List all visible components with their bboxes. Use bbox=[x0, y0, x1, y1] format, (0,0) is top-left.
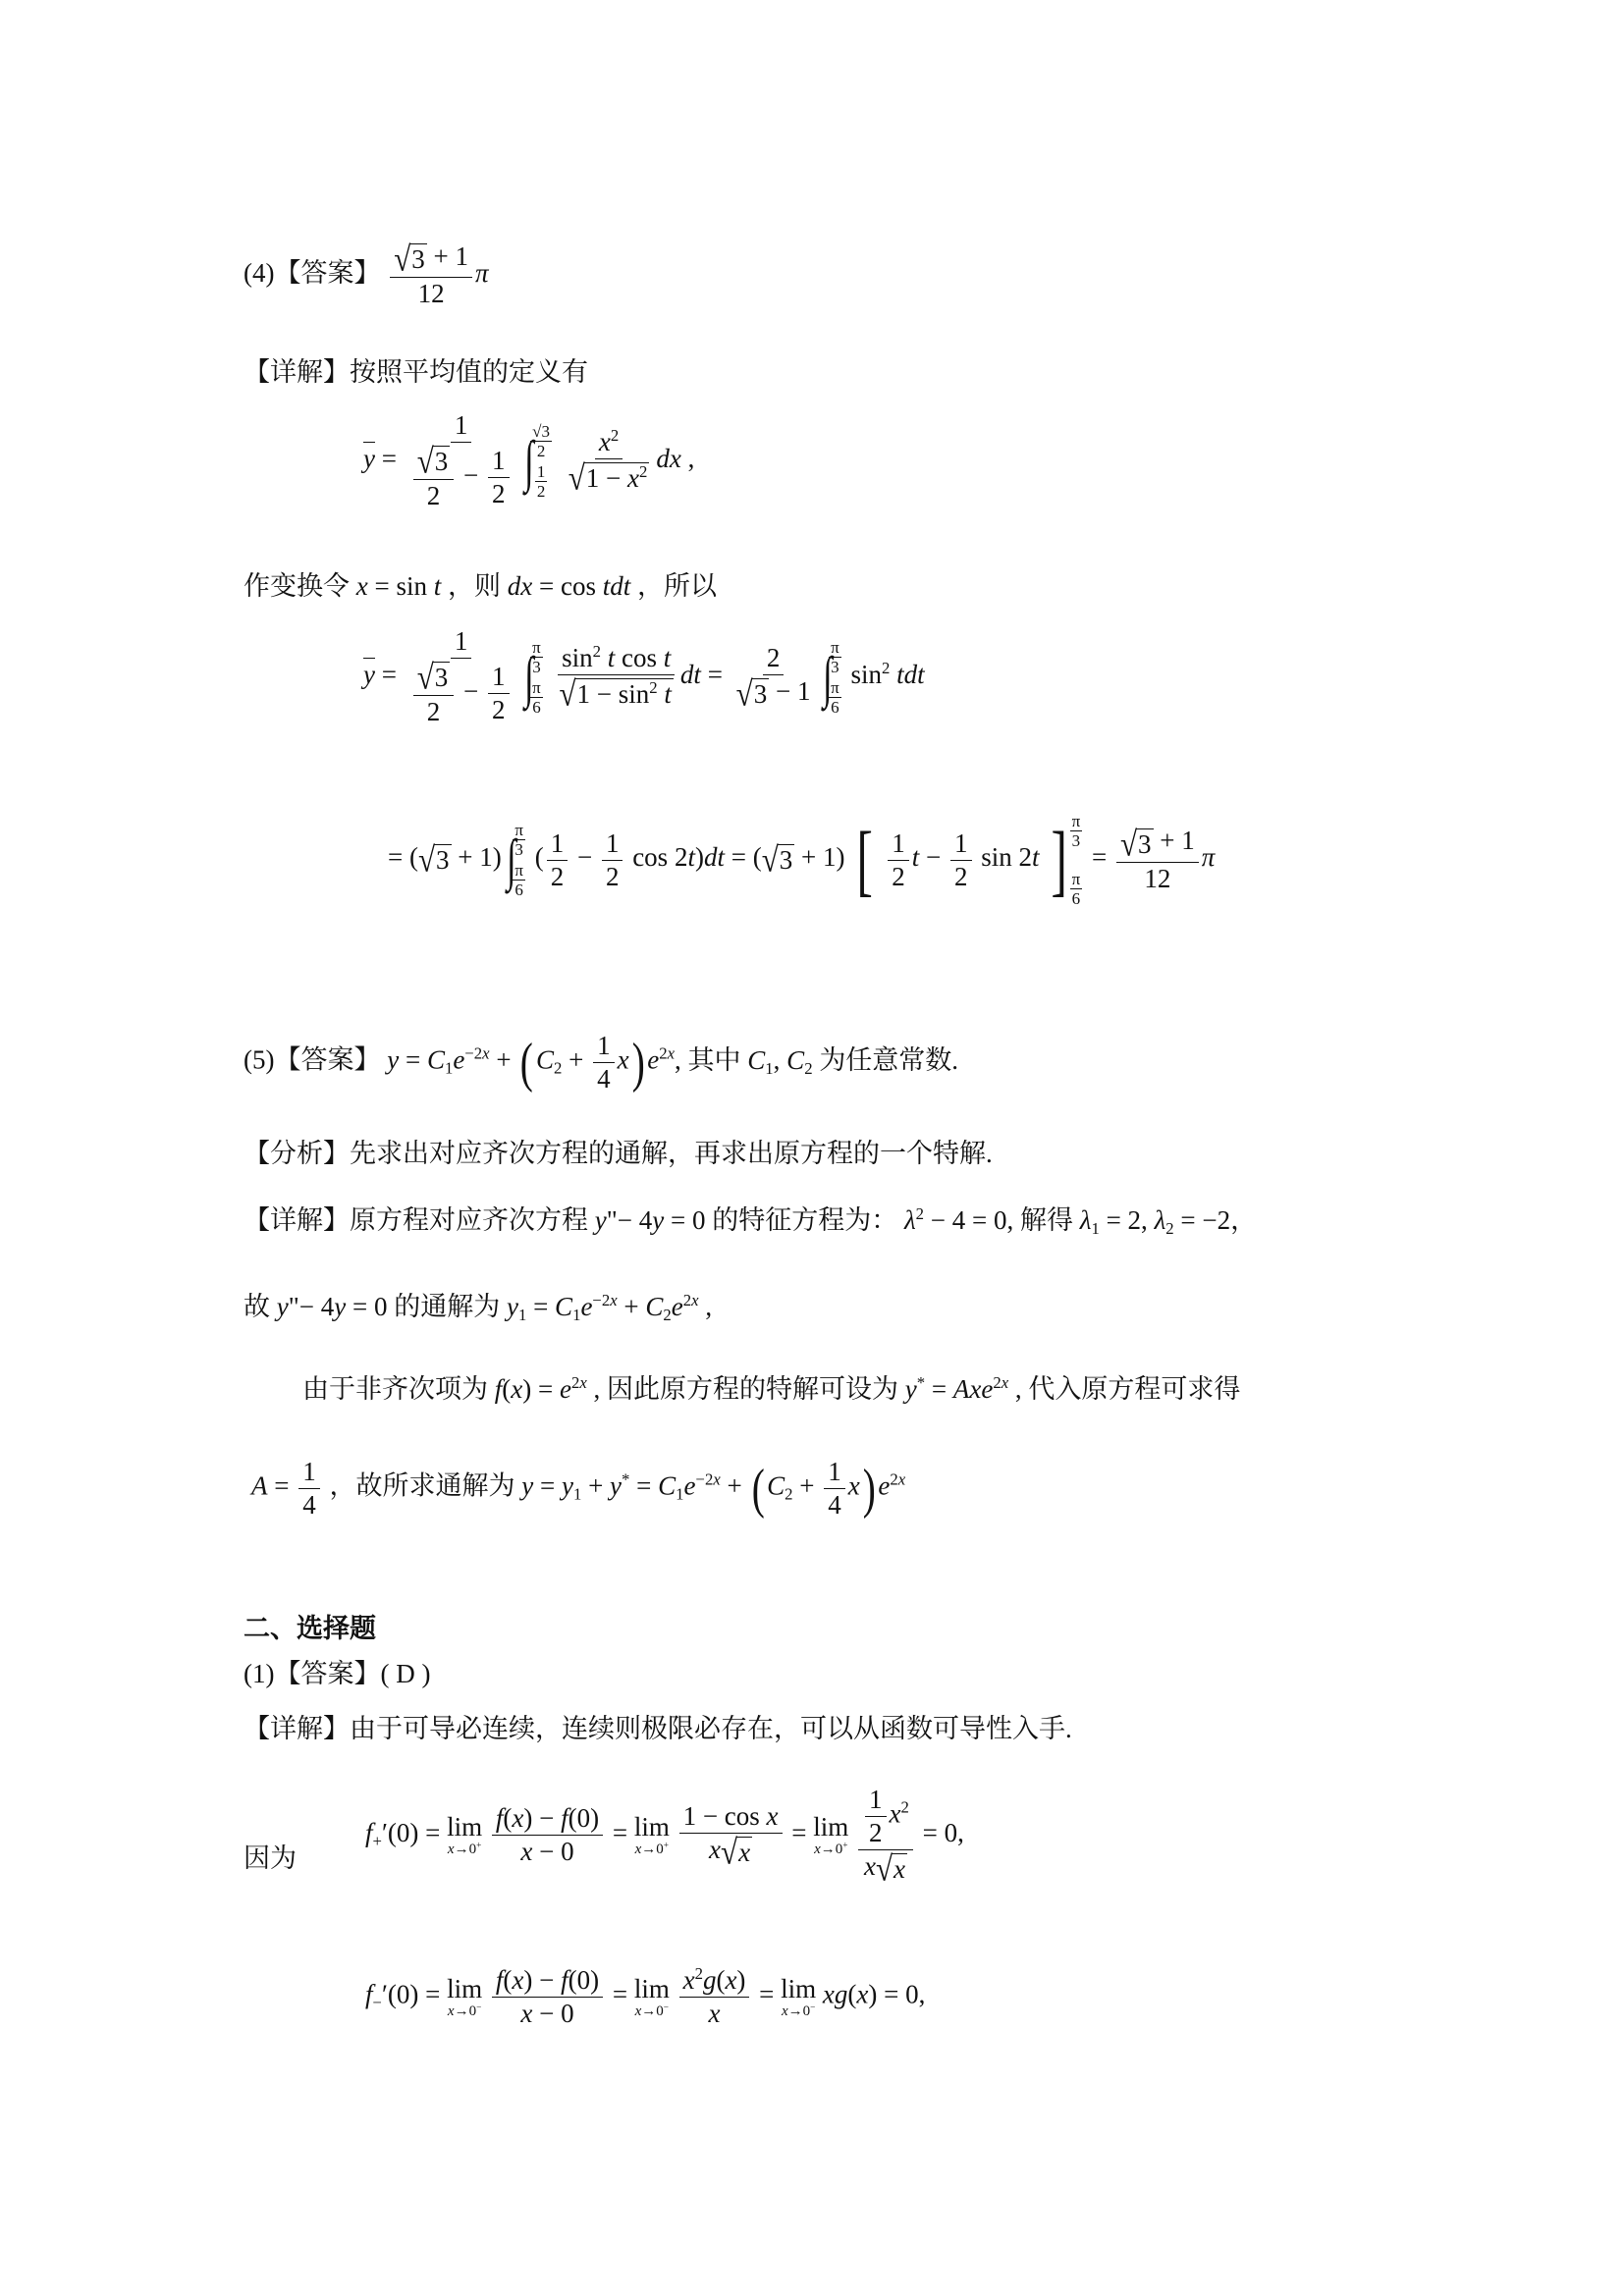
choice-1-value: ( D ) bbox=[380, 1659, 431, 1688]
detail-4-text: 按照平均值的定义有 bbox=[350, 357, 588, 387]
A-text-a: ，故所求通解为 bbox=[329, 1470, 515, 1501]
equation-right-derivative: $f_+'(0)$ = lim x→0+ $\frac{f(x) - f(0)}{x - 0}$ = lim x→0+ 1 − cos x x √ x = lim x→0+ $\frac{1}{2}$ $x^2$ x √ x = 0, bbox=[365, 1785, 964, 1889]
answer-4-line: (4)【答案】 √ 3 + 1 12 π bbox=[244, 239, 489, 309]
you-text-a: 由于非齐次项为 bbox=[302, 1374, 488, 1404]
choice-1-answer-line bbox=[244, 1661, 430, 1687]
gu-text-a: 故 bbox=[244, 1292, 270, 1321]
detail-5-text-a: 原方程对应齐次方程 bbox=[350, 1205, 588, 1235]
analysis-5-text: 先求出对应齐次方程的通解，再求出原方程的一个特解. bbox=[350, 1139, 993, 1168]
equation-mean-value: y = 1 √ 3 2 − $\frac{1}{2}$ ∫ $\frac{√3}{2}$ $\frac{1}{2}$ $x^2$ √ $1 - x^2$ dx , bbox=[363, 410, 695, 511]
you-text-b: 因此原方程的特解可设为 bbox=[607, 1374, 899, 1404]
because-label: 因为 bbox=[244, 1843, 297, 1873]
answer-4-result-fraction: √ 3 + 1 12 bbox=[390, 243, 472, 307]
choice-1-detail-line bbox=[244, 1716, 1072, 1742]
coefficient-line: A = $\frac{1}{4}$ ，故所求通解为 $y = y_1 + y^* = C_1e^{-2x}$ + ( $C_2$ + $\frac{1}{4}$ x) $e^{2x}$ bbox=[251, 1457, 906, 1520]
answer-4-label: (4)【答案】 bbox=[244, 257, 381, 288]
you-text-c: 代入原方程可求得 bbox=[1028, 1374, 1241, 1404]
answer-5-line: (5)【答案】 $y = C_1e^{-2x}$ + ( $C_2$ + $\frac{1}{4}$ x) $e^{2x}$, 其中 $C_1$, $C_2$ 为任意常数. bbox=[244, 1031, 959, 1094]
choice-1-detail-label: 【详解】 bbox=[244, 1714, 350, 1743]
analysis-5-label: 【分析】 bbox=[244, 1139, 350, 1168]
subst-text-a: 作变换令 bbox=[244, 571, 350, 601]
subst-text-b: ，则 bbox=[448, 571, 501, 601]
equation-substituted: y = 1 √ 3 2 − $\frac{1}{2}$ ∫ $\frac{\pi}{3}$ $\frac{\pi}{6}$ $\sin^2 t$ cos t √ $1 - \sin^2 t$ dt = 2 √ 3 − 1 ∫ $\frac{\pi}{3}$ $\frac{\pi}{6}$ $\sin^2$ tdt bbox=[363, 626, 925, 727]
analysis-5-line bbox=[244, 1141, 993, 1167]
equation-left-derivative: $f_-'(0)$ = lim x→0− $\frac{f(x) - f(0)}{x - 0}$ = lim x→0− $\frac{x^2g(x)}{x}$ = lim x→0− xg(x) = 0, bbox=[365, 1963, 926, 2028]
choice-1-label: (1)【答案】 bbox=[244, 1659, 381, 1688]
answer-5-label: (5)【答案】 bbox=[244, 1044, 381, 1075]
detail-5-tail: ， bbox=[1230, 1205, 1258, 1235]
detail-5-line: 【详解】原方程对应齐次方程 y"− 4y = 0 的特征方程为： $\lambda^2 - 4 = 0$, 解得 $\lambda_1 = 2$, $\lambda_2 = -2$， bbox=[244, 1203, 1258, 1239]
detail-4-label: 【详解】 bbox=[244, 357, 350, 387]
detail-5-text-c: 解得 bbox=[1020, 1205, 1073, 1235]
subst-text-c: ，所以 bbox=[636, 571, 717, 601]
detail-4-line bbox=[244, 359, 588, 386]
substitution-line: 作变换令 x = sin t ，则 dx = cos tdt ，所以 bbox=[244, 571, 717, 601]
detail-5-text-b: 的特征方程为： bbox=[712, 1205, 898, 1235]
gu-text-b: 的通解为 bbox=[394, 1292, 501, 1321]
section-title: 二、选择题 bbox=[244, 1614, 376, 1643]
particular-solution-line: 由于非齐次项为 $f(x) = e^{2x}$ , 因此原方程的特解可设为 y* = Axe$^{2x}$ , 代入原方程可求得 bbox=[302, 1372, 1241, 1404]
equation-result: = ( √ 3 + 1) ∫ $\frac{\pi}{3}$ $\frac{\pi}{6}$ ( $\frac{1}{2}$ − $\frac{1}{2}$ cos 2t)dt = ( √ 3 + 1) [ $\frac{1}{2}$ t − $\frac{1}{2}$ sin 2t ] $\frac{\pi}{3}$ $\frac{\pi}{6}$ = √ 3 + 1 12 π bbox=[388, 812, 1216, 908]
choice-1-detail-text: 由于可导必连续，连续则极限必存在，可以从函数可导性入手. bbox=[350, 1714, 1072, 1743]
detail-5-label: 【详解】 bbox=[244, 1205, 350, 1235]
general-solution-line: 故 y"− 4y = 0 的通解为 $y_1 = C_1e^{-2x} + C_2e^{2x}$ , bbox=[244, 1290, 713, 1325]
